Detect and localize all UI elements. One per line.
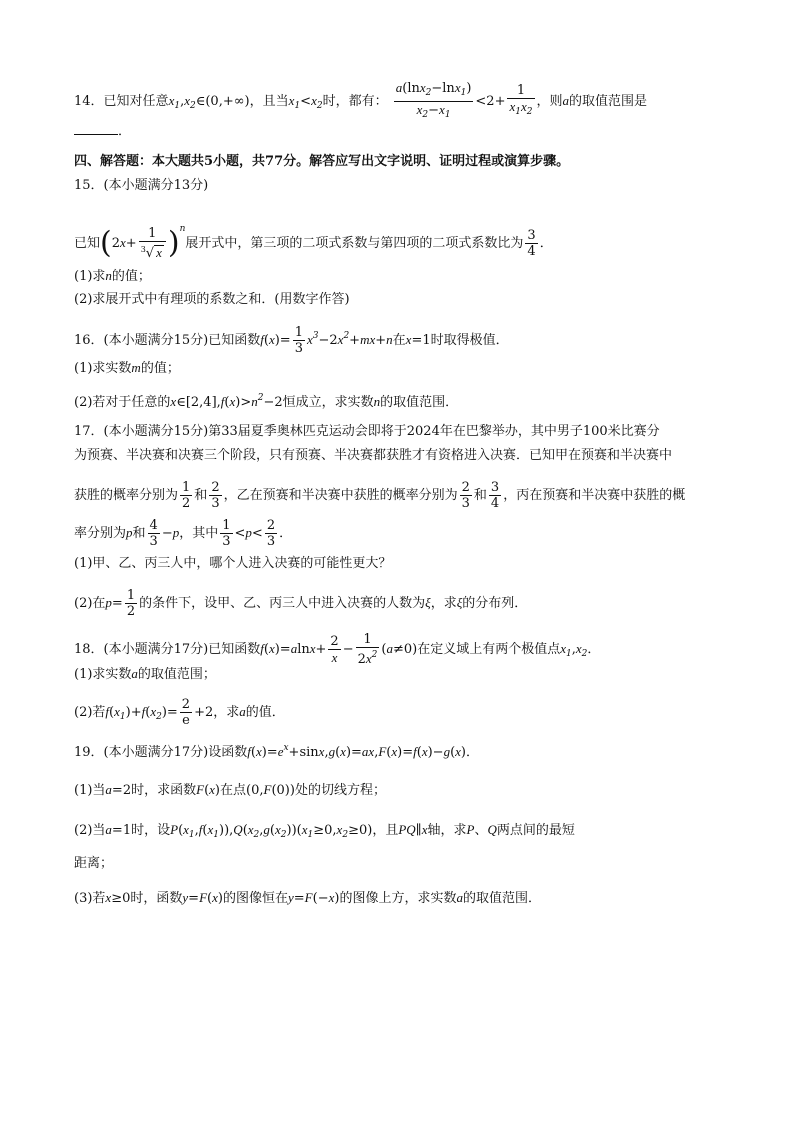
question-14-line-1: 14．已知对任意$x_1,x_2\in(0,+\infty)$，且当$x_1<x_2$时，都有： $\frac{a(\ln x_2-\ln x_1)}{x_2-x_1}$ <2+ $\frac{1}{x_1x_2}$ ，则a的取值范围是 — [74, 80, 647, 123]
fraction: $\frac{a(\ln x_2-\ln x_1)}{x_2-x_1}$ — [395, 80, 472, 120]
answer-blank — [74, 122, 118, 135]
question-16-part-1: (1)求实数m的值； — [74, 360, 180, 376]
question-17-part-2: (2)在p= $\frac{1}{2}$ 的条件下，设甲、乙、丙三人中进入决赛的人数为ξ，求ξ的分布列． — [74, 588, 528, 619]
question-15-stem: 已知(2x+ $\frac{1}{^3√ x}$ )$^n$展开式中，第三项的二项式系数与第四项的二项式系数比为 $\frac{3}{4}$ ． — [74, 224, 553, 261]
question-17-part-1: (1)甲、乙、丙三人中，哪个人进入决赛的可能性更大？ — [74, 556, 392, 571]
question-17-line-3: 获胜的概率分别为 $\frac{1}{2}$ 和 $\frac{2}{3}$ ，乙在预赛和半决赛中获胜的概率分别为 $\frac{2}{3}$ 和 $\frac{3}{4}$ ，丙在预赛和半决赛中获胜的概 — [74, 480, 686, 511]
question-number: 14． — [74, 94, 104, 109]
question-19-part-2-cont: 距离； — [74, 856, 114, 871]
question-15-header: 15．(本小题满分13分) — [74, 178, 209, 193]
question-17-line-2: 为预赛、半决赛和决赛三个阶段，只有预赛、半决赛都获胜才有资格进入决赛．已知甲在预赛和半决赛中 — [74, 448, 673, 463]
question-14-line-2: ． — [74, 122, 131, 142]
question-18-stem: 18．(本小题满分17分)已知函数f(x)=alnx+ $\frac{2}{x}$ − $\frac{1}{2x^2}$ (a≠0)在定义域上有两个极值点$x_1,x_2$． — [74, 632, 601, 667]
section-title: 四、解答题：本大题共5小题，共77分。解答应写出文字说明、证明过程或演算步骤。 — [74, 154, 570, 169]
question-19-stem: 19．(本小题满分17分)设函数$f(x)=e^x+\sin x,g(x)=ax,F(x)=f(x)-g(x)$． — [74, 743, 480, 760]
question-15-part-2: (2)求展开式中有理项的系数之和．(用数字作答) — [74, 292, 350, 307]
question-17-line-4: 率分别为p和 $\frac{4}{3}$ −p，其中 $\frac{1}{3}$ <p< $\frac{2}{3}$ ． — [74, 518, 293, 549]
question-15-part-1: (1)求n的值； — [74, 268, 151, 284]
question-19-part-3: (3)若x≥0时，函数y=F(x)的图像恒在y=F(−x)的图像上方，求实数a的取值范围． — [74, 890, 541, 906]
question-16-part-2: (2)若对于任意的$x\in[2,4],f(x)>n^2-2$恒成立，求实数n的取值范围． — [74, 393, 459, 410]
question-19-part-1: (1)当a=2时，求函数F(x)在点(0,F(0))处的切线方程； — [74, 782, 386, 798]
question-19-part-2: (2)当a=1时，设$P(x_1,f(x_1)),Q(x_2,g(x_2))(x_1\ge 0,x_2\ge 0)$，且PQ∥x轴，求P、Q两点间的最短 — [74, 822, 575, 840]
question-17-line-1: 17．(本小题满分15分)第33届夏季奥林匹克运动会即将于2024年在巴黎举办，其中男子100米比赛分 — [74, 424, 660, 439]
question-18-part-1: (1)求实数a的取值范围； — [74, 666, 216, 682]
question-16-stem: 16．(本小题满分15分)已知函数f(x)= $\frac{1}{3}$ $x^3-2x^2+mx+n$在x=1时取得极值． — [74, 325, 509, 356]
question-18-part-2: (2)若$f(x_1)+f(x_2)=$ $\frac{2}{e}$ +2，求a的值． — [74, 697, 285, 728]
